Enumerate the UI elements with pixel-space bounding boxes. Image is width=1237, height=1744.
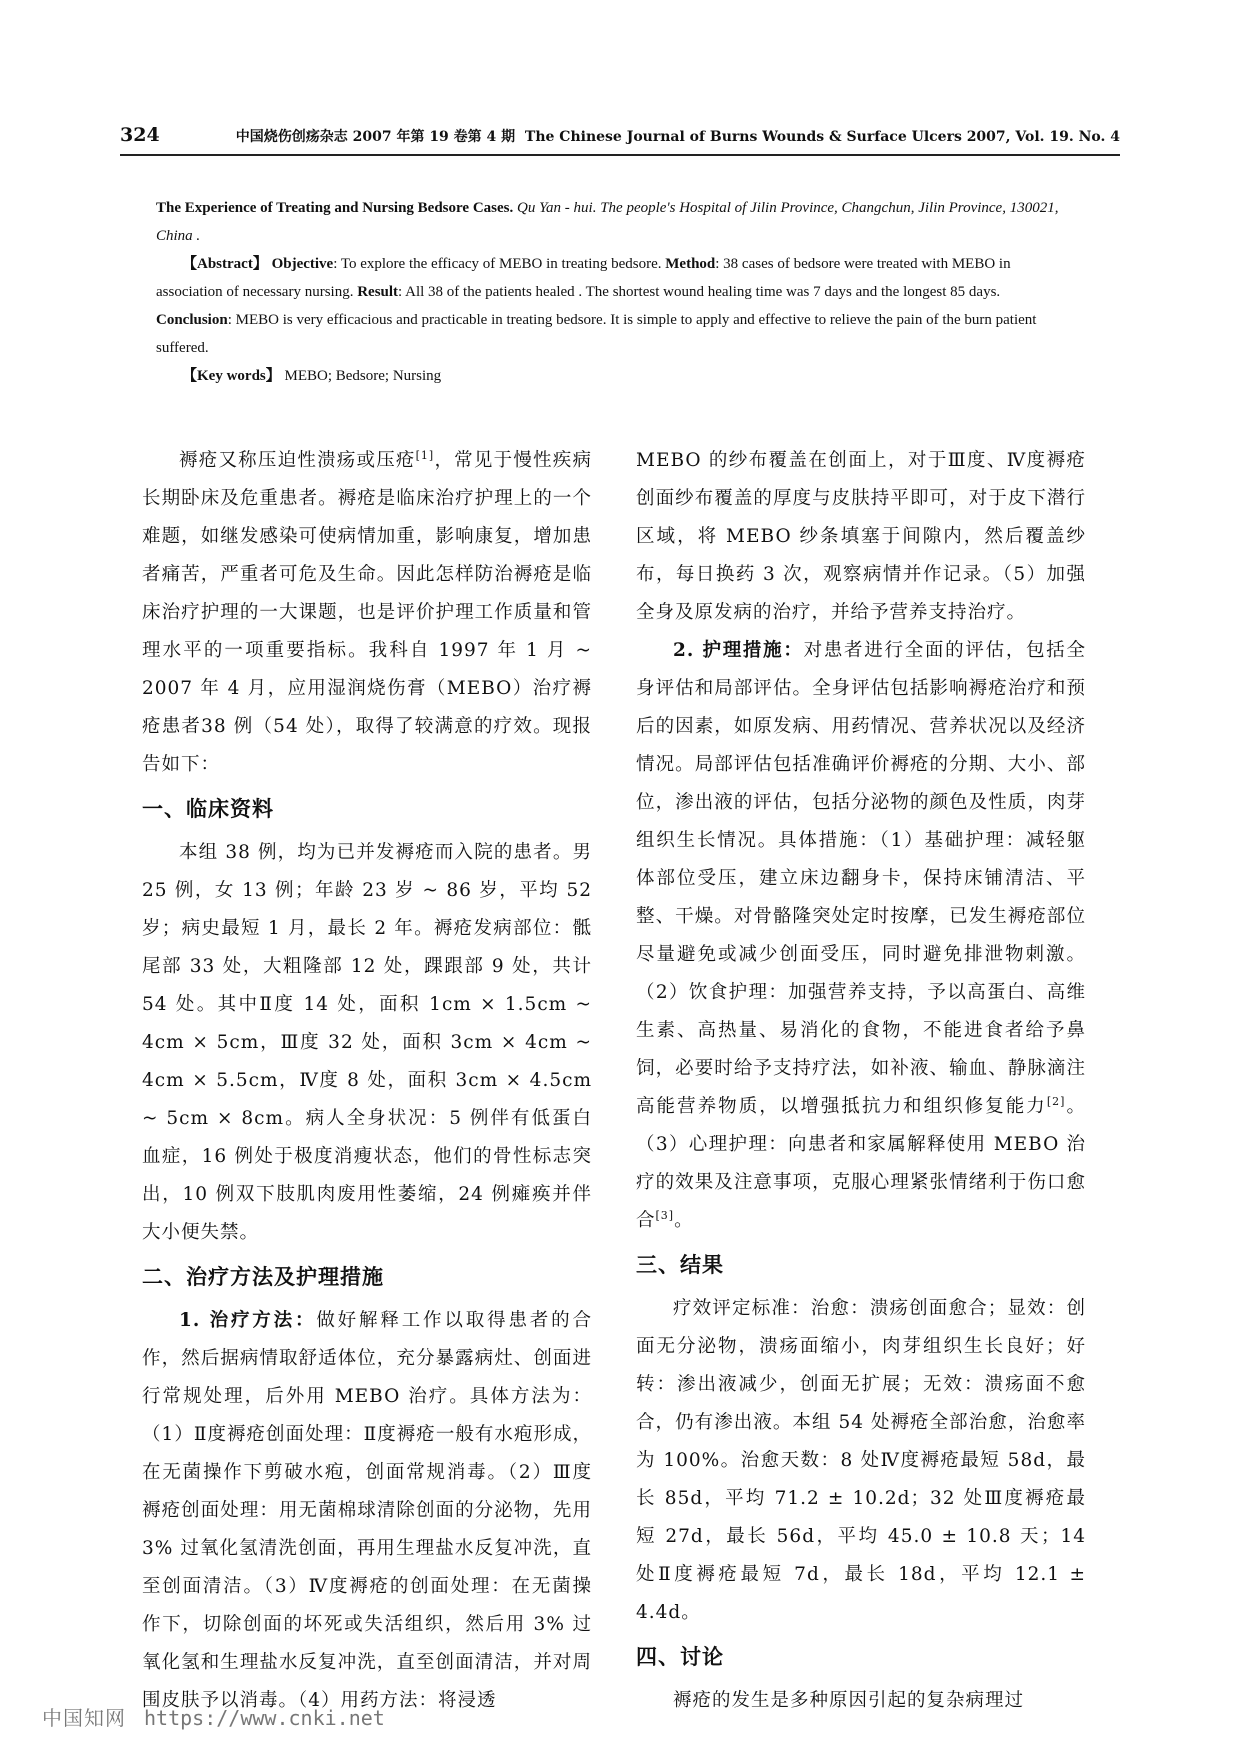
nursing-subheading: 2. 护理措施： — [673, 640, 804, 661]
page-number: 324 — [120, 124, 160, 146]
nursing-text-b: 。（3）心理护理：向患者和家属解释使用 MEBO 治疗的效果及注意事项，克服心理紧张情绪利于伤口愈合 — [636, 1096, 1086, 1231]
intro-text-a: 褥疮又称压迫性溃疡或压疮 — [179, 450, 416, 471]
clinical-data-paragraph: 本组 38 例，均为已并发褥疮而入院的患者。男 25 例，女 13 例；年龄 23 岁 ~ 86 岁，平均 52 岁；病史最短 1 月，最长 2 年。褥疮发病部位：骶尾部 33 处，大粗隆部 12 处，踝跟部 9 处，共计 54 处。其中Ⅱ度 14 处，面积 1cm × 1.5cm ~ 4cm × 5cm，Ⅲ度 32 处，面积 3cm × 4cm ~ 4cm × 5.5cm，Ⅳ度 8 处，面积 3cm × 4.5cm ~ 5cm × 8cm。病人全身状况：5 例伴有低蛋白血症，16 例处于极度消瘦状态，他们的骨性标志突出，10 例双下肢肌肉废用性萎缩，24 例瘫痪并伴大小便失禁。 — [142, 842, 592, 1243]
results-paragraph: 疗效评定标准：治愈：溃疡创面愈合；显效：创面无分泌物，溃疡面缩小，肉芽组织生长良好；好转：渗出液减少，创面无扩展；无效：溃疡面不愈合，仍有渗出液。本组 54 处褥疮全部治愈，治愈率为 100%。治愈天数：8 处Ⅳ度褥疮最短 58d，最长 85d，平均 71.2 ± 10.2d；32 处Ⅲ度褥疮最短 27d，最长 56d，平均 45.0 ± 10.8 天；14 处Ⅱ度褥疮最短 7d，最长 18d，平均 12.1 ± 4.4d。 — [636, 1298, 1086, 1623]
intro-paragraph — [142, 442, 592, 784]
keywords-label: 【Key words】 — [182, 368, 281, 384]
citation-ref-2: [2] — [1046, 1094, 1066, 1108]
running-header — [120, 124, 1120, 156]
right-column — [636, 442, 1086, 1720]
paper-title-en: The Experience of Treating and Nursing Bedsore Cases. — [156, 200, 514, 216]
objective-text: : To explore the efficacy of MEBO in treating bedsore. — [333, 256, 662, 272]
abstract-body — [156, 250, 1076, 362]
cnki-site-name: 中国知网 — [42, 1706, 126, 1730]
left-column — [142, 442, 592, 1720]
watermark-footer — [42, 1702, 385, 1731]
treatment-continued-paragraph: MEBO 的纱布覆盖在创面上，对于Ⅲ度、Ⅳ度褥疮创面纱布覆盖的厚度与皮肤持平即可，对于皮下潜行区域，将 MEBO 纱条填塞于间隙内，然后覆盖纱布，每日换药 3 次，观察病情并作记录。（5）加强全身及原发病的治疗，并给予营养支持治疗。 — [636, 450, 1086, 623]
conclusion-text: : MEBO is very efficacious and practicable in treating bedsore. It is simple to apply and effective to relieve the pain of the burn patient suffered. — [156, 312, 1037, 356]
method-label: Method — [665, 256, 716, 272]
keywords-line — [156, 362, 1076, 390]
treatment-subheading: 1. 治疗方法： — [179, 1310, 317, 1331]
section-heading-clinical-data: 一、临床资料 — [142, 797, 274, 821]
keywords-text: MEBO; Bedsore; Nursing — [280, 368, 442, 384]
nursing-text-a: 对患者进行全面的评估，包括全身评估和局部评估。全身评估包括影响褥疮治疗和预后的因素，如原发病、用药情况、营养状况以及经济情况。局部评估包括准确评价褥疮的分期、大小、部位，渗出液的评估，包括分泌物的颜色及性质，肉芽组织生长情况。具体措施：（1）基础护理：减轻躯体部位受压，建立床边翻身卡，保持床铺清洁、平整、干燥。对骨骼隆突处定时按摩，已发生褥疮部位尽量避免或减少创面受压，同时避免排泄物刺激。（2）饮食护理：加强营养支持，予以高蛋白、高维生素、高热量、易消化的食物，不能进食者给予鼻饲，必要时给予支持疗法，如补液、输血、静脉滴注高能营养物质，以增强抵抗力和组织修复能力 — [636, 640, 1086, 1117]
journal-citation — [236, 126, 1120, 146]
discussion-paragraph: 褥疮的发生是多种原因引起的复杂病理过 — [673, 1690, 1025, 1711]
objective-label: Objective — [271, 256, 334, 272]
author-affiliation: Qu Yan - hui. The people's Hospital of Jilin Province, Changchun, Jilin Province, 130021, China . — [156, 200, 1059, 244]
citation-ref-3: [3] — [655, 1208, 675, 1222]
journal-name-en: The Chinese Journal of Burns Wounds & Surface Ulcers 2007, Vol. 19. No. 4 — [524, 129, 1120, 145]
nursing-text-c: 。 — [674, 1210, 694, 1231]
intro-text-b: ，常见于慢性疾病长期卧床及危重患者。褥疮是临床治疗护理上的一个难题，如继发感染可使病情加重，影响康复，增加患者痛苦，严重者可危及生命。因此怎样防治褥疮是临床治疗护理的一大课题，也是评价护理工作质量和管理水平的一项重要指标。我科自 1997 年 1 月 ~ 2007 年 4 月，应用湿润烧伤膏（MEBO）治疗褥疮患者38 例（54 处），取得了较满意的疗效。现报告如下： — [142, 450, 592, 775]
cnki-url: https://www.cnki.net — [144, 1706, 385, 1730]
treatment-text-a: 做好解释工作以取得患者的合作，然后据病情取舒适体位，充分暴露病灶、创面进行常规处理，后外用 MEBO 治疗。具体方法为：（1）Ⅱ度褥疮创面处理：Ⅱ度褥疮一般有水疱形成，在无菌操作下剪破水疱，创面常规消毒。（2）Ⅲ度褥疮创面处理：用无菌棉球清除创面的分泌物，先用 3% 过氧化氢清洗创面，再用生理盐水反复冲洗，直至创面清洁。（3）Ⅳ度褥疮的创面处理：在无菌操作下，切除创面的坏死或失活组织，然后用 3% 过氧化氢和生理盐水反复冲洗，直至创面清洁，并对周围皮肤予以消毒。（4）用药方法：将浸透 — [142, 1310, 592, 1711]
abstract-label: 【Abstract】 — [182, 256, 268, 272]
result-text: : All 38 of the patients healed . The shortest wound healing time was 7 days and the longest 85 days. — [398, 284, 1001, 300]
section-heading-results: 三、结果 — [636, 1253, 724, 1277]
conclusion-label: Conclusion — [156, 312, 228, 328]
section-heading-treatment: 二、治疗方法及护理措施 — [142, 1265, 384, 1289]
citation-ref-1: [1] — [415, 448, 435, 462]
treatment-paragraph — [142, 1302, 592, 1720]
english-abstract — [156, 194, 1076, 390]
nursing-paragraph — [636, 632, 1086, 1240]
method-text: : 38 cases of bedsore were treated with MEBO in association of necessary nursing. — [156, 256, 1011, 300]
result-label: Result — [357, 284, 399, 300]
abstract-title-line — [156, 194, 1076, 250]
section-heading-discussion: 四、讨论 — [636, 1645, 724, 1669]
journal-name-cn: 中国烧伤创疡杂志 2007 年第 19 卷第 4 期 — [235, 129, 516, 145]
